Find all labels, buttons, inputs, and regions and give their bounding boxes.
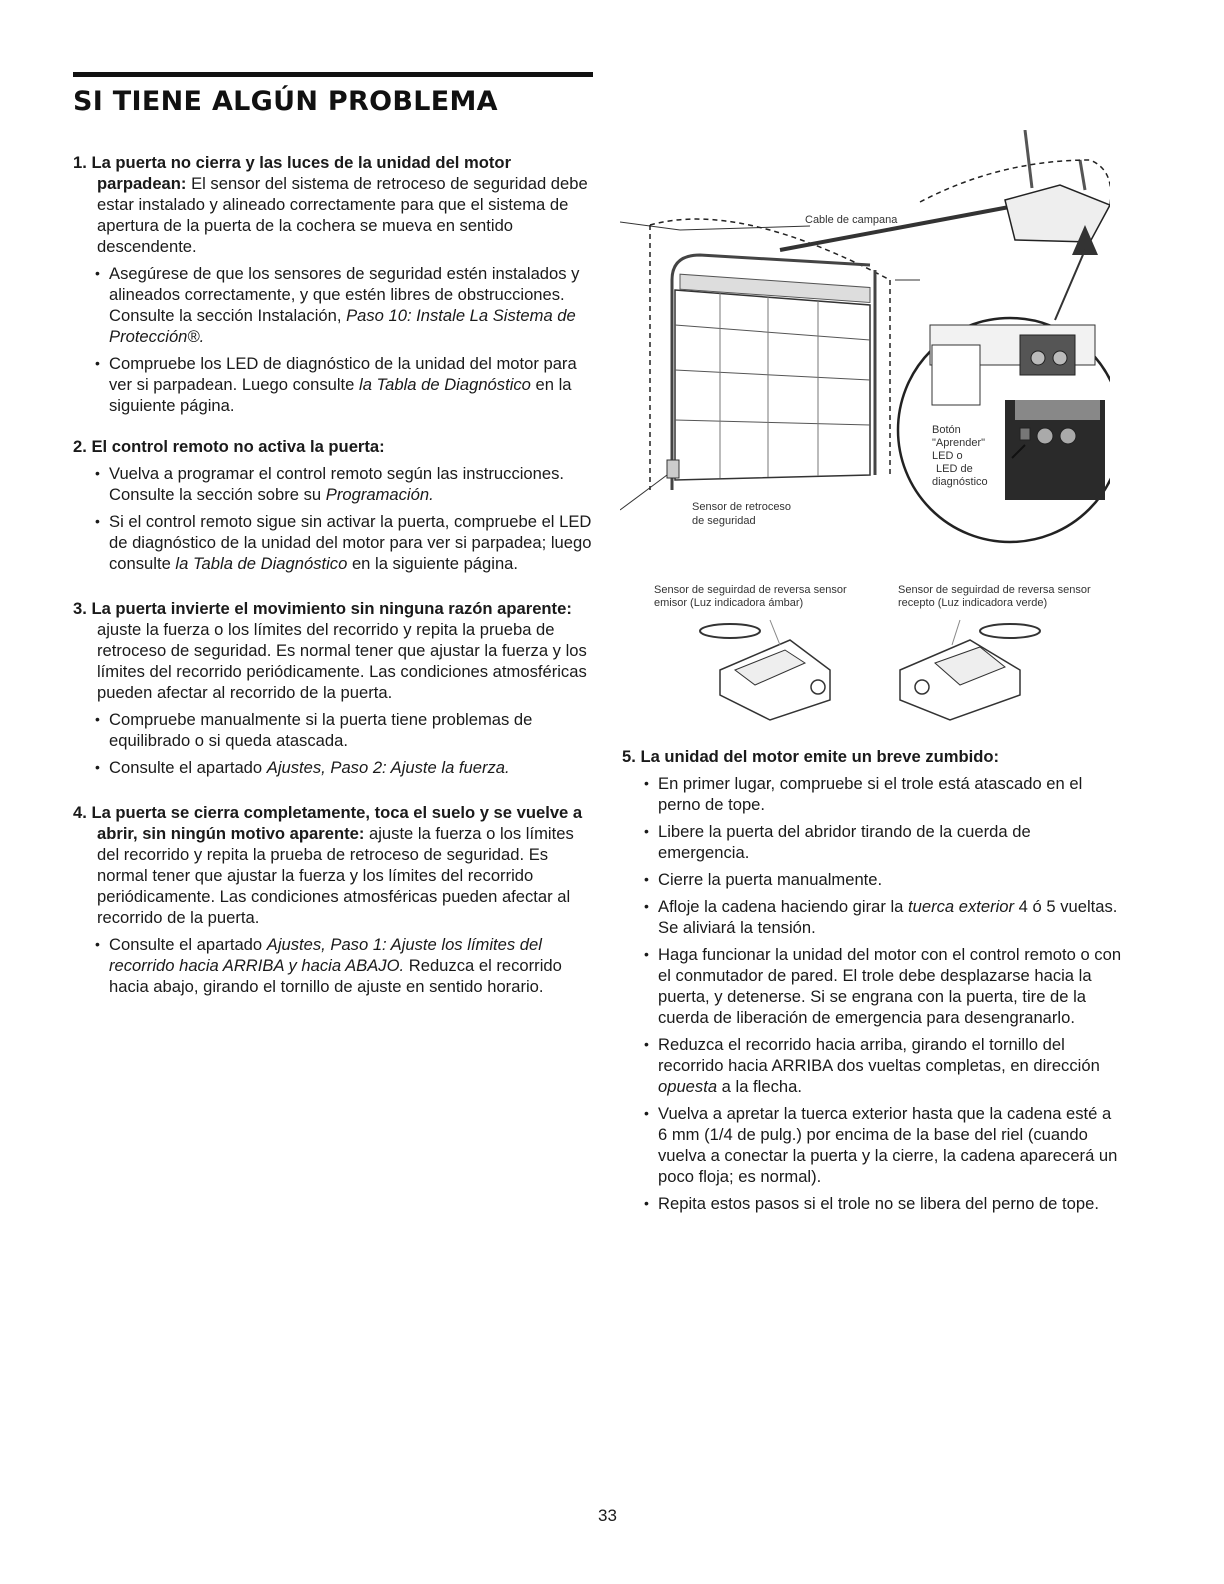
list-item: • Cierre la puerta manualmente. — [622, 869, 1122, 890]
list-item: • Consulte el apartado Ajustes, Paso 1: Ajuste los límites del recorrido hacia ARRIBA y hacia ABAJO. Reduzca el recorrido hacia abajo, girando el tornillo de ajuste en sentido horario. — [73, 934, 595, 997]
item-4 — [73, 802, 595, 997]
item-2-heading: 2. El control remoto no activa la puerta: — [73, 437, 385, 456]
title-rule — [73, 72, 593, 77]
list-item: • Vuelva a apretar la tuerca exterior hasta que la cadena esté a 6 mm (1/4 de pulg.) por encima de la base del riel (cuando vuelva a conectar la puerta y la cierre, la cadena aparecerá un poco floja; es normal). — [622, 1103, 1122, 1187]
cable-label: Cable de campana — [805, 214, 898, 226]
boton-label: Botón — [932, 424, 961, 436]
emitter-label: Sensor de seguirdad de reversa sensor emisor (Luz indicadora ámbar) — [654, 584, 847, 609]
item-4-heading: 4. La puerta se cierra completamente, toca el suelo y se vuelve a abrir, sin ningún motivo aparente: — [73, 803, 583, 843]
item-5-heading: 5. La unidad del motor emite un breve zumbido: — [622, 747, 1000, 766]
list-item: • Reduzca el recorrido hacia arriba, girando el tornillo del recorrido hacia ARRIBA dos vueltas completas, en dirección opuesta a la flecha. — [622, 1034, 1122, 1097]
aprender-label: "Aprender" — [932, 437, 986, 449]
list-item: • Haga funcionar la unidad del motor con el control remoto o con el conmutador de pared. El trole debe desplazarse hacia la puerta, y detenerse. Si se engrana con la puerta, tire de la cuerda de liberación de emergencia para desengranarlo. — [622, 944, 1122, 1028]
receiver-label: Sensor de seguirdad de reversa sensor recepto (Luz indicadora verde) — [898, 584, 1091, 609]
sensor-label-1: Sensor de retroceso — [692, 501, 792, 513]
item-3-heading: 3. La puerta invierte el movimiento sin ninguna razón aparente: — [73, 599, 572, 618]
list-item: • Compruebe manualmente si la puerta tiene problemas de equilibrado o si queda atascada. — [73, 709, 595, 751]
list-item: • Vuelva a programar el control remoto según las instrucciones. Consulte la sección sobre su Programación. — [73, 463, 595, 505]
list-item: • Compruebe los LED de diagnóstico de la unidad del motor para ver si parpadean. Luego consulte la Tabla de Diagnóstico en la siguiente página. — [73, 353, 595, 416]
list-item: • Repita estos pasos si el trole no se libera del perno de tope. — [622, 1193, 1122, 1214]
left-column — [73, 152, 595, 1003]
list-item: • Libere la puerta del abridor tirando de la cuerda de emergencia. — [622, 821, 1122, 863]
right-column — [622, 746, 1122, 1220]
list-item: • Si el control remoto sigue sin activar la puerta, compruebe el LED de diagnóstico de la unidad del motor para ver si parpadea; luego consulte la Tabla de Diagnóstico en la siguiente página. — [73, 511, 595, 574]
item-1 — [73, 152, 595, 416]
item-5 — [622, 746, 1122, 1214]
emitter-sensor — [700, 620, 830, 720]
garage-door-illustration — [620, 130, 1110, 550]
item-2 — [73, 436, 595, 574]
page-title: SI TIENE ALGÚN PROBLEMA — [73, 86, 498, 117]
list-item: • En primer lugar, compruebe si el trole está atascado en el perno de tope. — [622, 773, 1122, 815]
list-item: • Afloje la cadena haciendo girar la tuerca exterior 4 ó 5 vueltas. Se aliviará la tensión. — [622, 896, 1122, 938]
item-1-heading: 1. La puerta no cierra y las luces de la unidad del motor parpadean: — [73, 153, 512, 193]
list-item: • Consulte el apartado Ajustes, Paso 2: Ajuste la fuerza. — [73, 757, 595, 778]
garage-door-figure — [620, 130, 1110, 550]
item-3-text: ajuste la fuerza o los límites del recorrido y repita la prueba de retroceso de seguridad. Es normal tener que ajustar la fuerza y los límites del recorrido periódicamente. Las condiciones atmosféricas pueden afectar al recorrido de la puerta. — [97, 620, 587, 702]
item-1-text: El sensor del sistema de retroceso de seguridad debe estar instalado y alineado correctamente para que el sistema de apertura de la puerta de la cochera se mueva en sentido descendente. — [97, 174, 588, 256]
motor-unit — [1005, 130, 1110, 242]
item-3 — [73, 598, 595, 778]
list-item: • Asegúrese de que los sensores de seguridad estén instalados y alineados correctamente, y que estén libres de obstrucciones. Consulte la sección Instalación, Paso 10: Instale La Sistema de Protección®. — [73, 263, 595, 347]
sensor-label-2: de seguridad — [692, 515, 756, 527]
led-label-1: LED o — [932, 450, 963, 462]
receiver-sensor — [900, 620, 1040, 720]
led-label-3: diagnóstico — [932, 476, 988, 488]
diagnostic-zoom — [898, 318, 1110, 542]
item-4-text: ajuste la fuerza o los límites del recorrido y repita la prueba de retroceso de seguridad. Es normal tener que ajustar la fuerza y los límites del recorrido periódicamente. Las condiciones atmosféricas pueden afectar al recorrido de la puerta. — [97, 824, 574, 927]
page-number: 33 — [598, 1506, 617, 1525]
led-label-2: LED de — [936, 463, 973, 475]
sensors-illustration — [690, 615, 1070, 725]
garage-door — [675, 274, 870, 480]
